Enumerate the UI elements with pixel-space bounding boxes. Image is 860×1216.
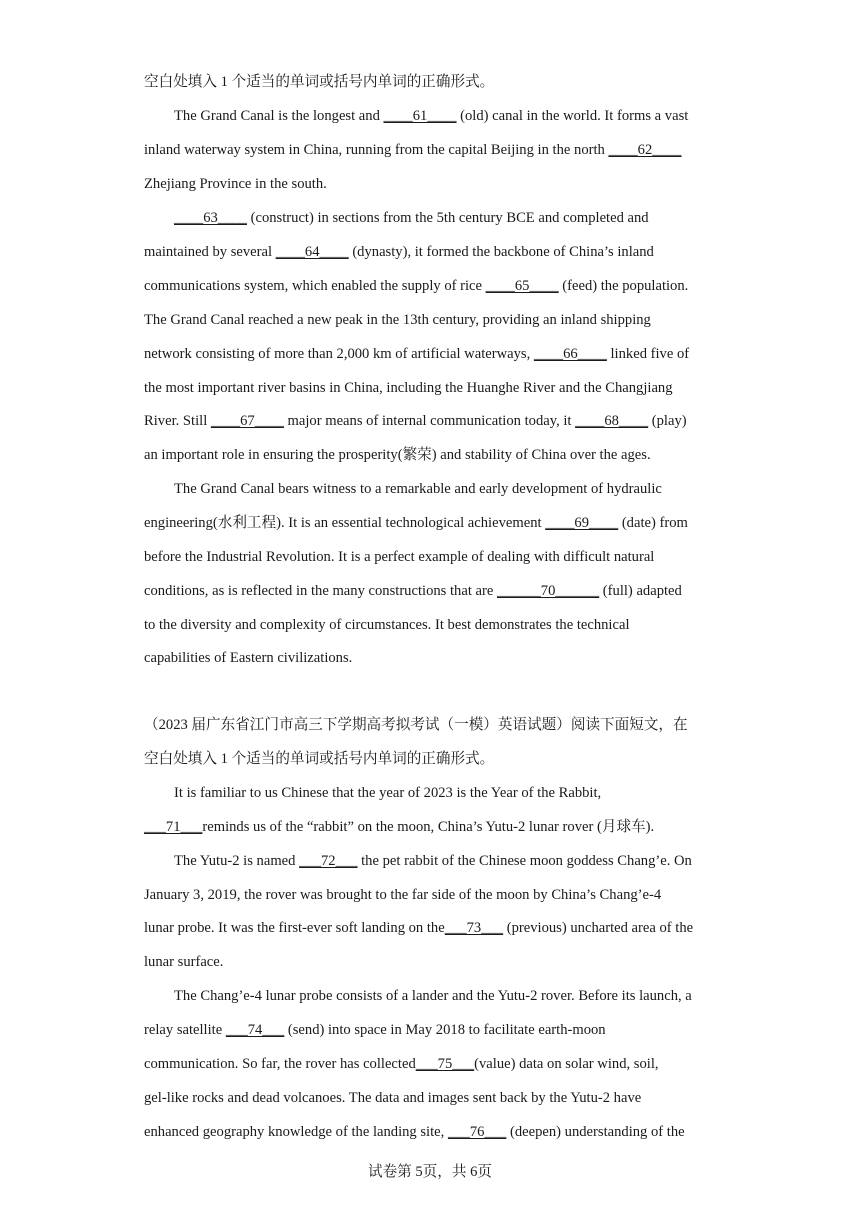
text-segment: an important role in ensuring the prosperity(繁荣) and stability of China over the ages.: [144, 447, 651, 463]
answer-blank: ___72___: [299, 853, 358, 869]
text-segment: 空白处填入 1 个适当的单词或括号内单词的正确形式。: [144, 751, 495, 767]
text-segment: The Grand Canal is the longest and: [174, 108, 384, 124]
page-footer: 试卷第 5页，共 6页: [367, 1164, 493, 1180]
answer-blank: ____69____: [545, 515, 619, 531]
answer-blank: ___71___: [144, 819, 203, 835]
text-segment: January 3, 2019, the rover was brought to the far side of the moon by China’s Chang’e-4: [144, 887, 662, 903]
text-segment: the most important river basins in China, including the Huanghe River and the Changjiang: [144, 380, 673, 396]
text-line: [144, 1087, 641, 1109]
answer-blank: ____65____: [485, 278, 559, 294]
text-line: [144, 1019, 606, 1041]
text-line: [144, 1121, 685, 1143]
text-line: [144, 377, 673, 399]
text-line: [144, 410, 687, 432]
text-line: [144, 1053, 659, 1075]
answer-blank: ____62____: [608, 142, 682, 158]
text-segment: (previous) uncharted area of the: [503, 920, 694, 936]
text-line: [144, 580, 682, 602]
text-segment: （2023 届广东省江门市高三下学期高考拟考试（一模）英语试题）阅读下面短文，在: [144, 717, 688, 733]
text-segment: (construct) in sections from the 5th century BCE and completed and: [246, 210, 649, 226]
text-line: [144, 343, 689, 365]
text-line: [144, 173, 327, 195]
text-segment: lunar probe. It was the first-ever soft landing on the: [144, 920, 445, 936]
text-segment: inland waterway system in China, running from the capital Beijing in the north: [144, 142, 609, 158]
text-line: [144, 884, 661, 906]
text-line: [144, 275, 688, 297]
text-segment: River. Still: [144, 413, 211, 429]
text-line: [174, 207, 649, 229]
text-segment: engineering(水利工程). It is an essential technological achievement: [144, 515, 546, 531]
text-line: [144, 139, 681, 161]
text-line: [144, 647, 352, 669]
text-segment: (send) into space in May 2018 to facilitate earth-moon: [284, 1022, 606, 1038]
text-segment: lunar surface.: [144, 954, 224, 970]
text-line: [144, 714, 688, 736]
answer-blank: ___76___: [447, 1124, 507, 1140]
text-line: [174, 985, 692, 1007]
answer-blank: ____66____: [533, 346, 607, 362]
text-line: [144, 748, 494, 770]
answer-blank: ______70______: [497, 583, 600, 599]
text-segment: The Chang’e-4 lunar probe consists of a lander and the Yutu-2 rover. Before its launch, a: [174, 988, 692, 1004]
text-segment: reminds us of the “rabbit” on the moon, China’s Yutu-2 lunar rover (月球车).: [202, 819, 655, 835]
text-line: [174, 105, 688, 127]
answer-blank: ____63____: [174, 210, 247, 226]
text-line: [144, 71, 494, 93]
text-segment: It is familiar to us Chinese that the year of 2023 is the Year of the Rabbit,: [174, 785, 602, 801]
text-segment: The Yutu-2 is named: [174, 853, 300, 869]
answer-blank: ____68____: [575, 413, 649, 429]
text-segment: major means of internal communication today, it: [283, 413, 576, 429]
text-segment: maintained by several: [144, 244, 276, 260]
text-segment: gel-like rocks and dead volcanoes. The data and images sent back by the Yutu-2 have: [144, 1090, 642, 1106]
text-segment: before the Industrial Revolution. It is a perfect example of dealing with difficult natural: [144, 549, 655, 565]
text-segment: enhanced geography knowledge of the landing site,: [144, 1124, 448, 1140]
text-segment: to the diversity and complexity of circumstances. It best demonstrates the technical: [144, 617, 630, 633]
text-segment: The Grand Canal bears witness to a remarkable and early development of hydraulic: [174, 481, 662, 497]
text-segment: (play): [648, 413, 687, 429]
text-line: [144, 917, 693, 939]
text-line: [144, 512, 688, 534]
text-segment: (full) adapted: [599, 583, 682, 599]
text-line: [144, 951, 223, 973]
text-segment: (value) data on solar wind, soil,: [474, 1056, 659, 1072]
text-segment: linked five of: [606, 346, 690, 362]
text-segment: (feed) the population.: [558, 278, 689, 294]
text-segment: relay satellite: [144, 1022, 226, 1038]
text-segment: Zhejiang Province in the south.: [144, 176, 327, 192]
text-line: [144, 614, 630, 636]
text-line: [174, 850, 692, 872]
answer-blank: ___74___: [225, 1022, 285, 1038]
text-line: [174, 478, 662, 500]
answer-blank: ____61____: [383, 108, 457, 124]
text-segment: The Grand Canal reached a new peak in the 13th century, providing an inland shipping: [144, 312, 651, 328]
text-segment: (deepen) understanding of the: [506, 1124, 685, 1140]
text-line: [144, 444, 651, 466]
text-line: [144, 309, 651, 331]
answer-blank: ____67____: [210, 413, 284, 429]
text-line: [144, 241, 654, 263]
text-line: [174, 782, 601, 804]
text-segment: network consisting of more than 2,000 km of artificial waterways,: [144, 346, 534, 362]
text-line: [144, 816, 654, 838]
text-segment: conditions, as is reflected in the many constructions that are: [144, 583, 497, 599]
answer-blank: ___73___: [444, 920, 504, 936]
text-segment: communications system, which enabled the supply of rice: [144, 278, 486, 294]
text-line: [144, 546, 654, 568]
text-segment: (old) canal in the world. It forms a vast: [456, 108, 689, 124]
text-segment: (dynasty), it formed the backbone of China’s inland: [348, 244, 654, 260]
answer-blank: ___75___: [415, 1056, 475, 1072]
text-segment: 空白处填入 1 个适当的单词或括号内单词的正确形式。: [144, 74, 495, 90]
text-segment: the pet rabbit of the Chinese moon goddess Chang’e. On: [357, 853, 692, 869]
text-segment: capabilities of Eastern civilizations.: [144, 650, 353, 666]
text-segment: (date) from: [618, 515, 688, 531]
text-segment: communication. So far, the rover has collected: [144, 1056, 416, 1072]
answer-blank: ____64____: [275, 244, 349, 260]
